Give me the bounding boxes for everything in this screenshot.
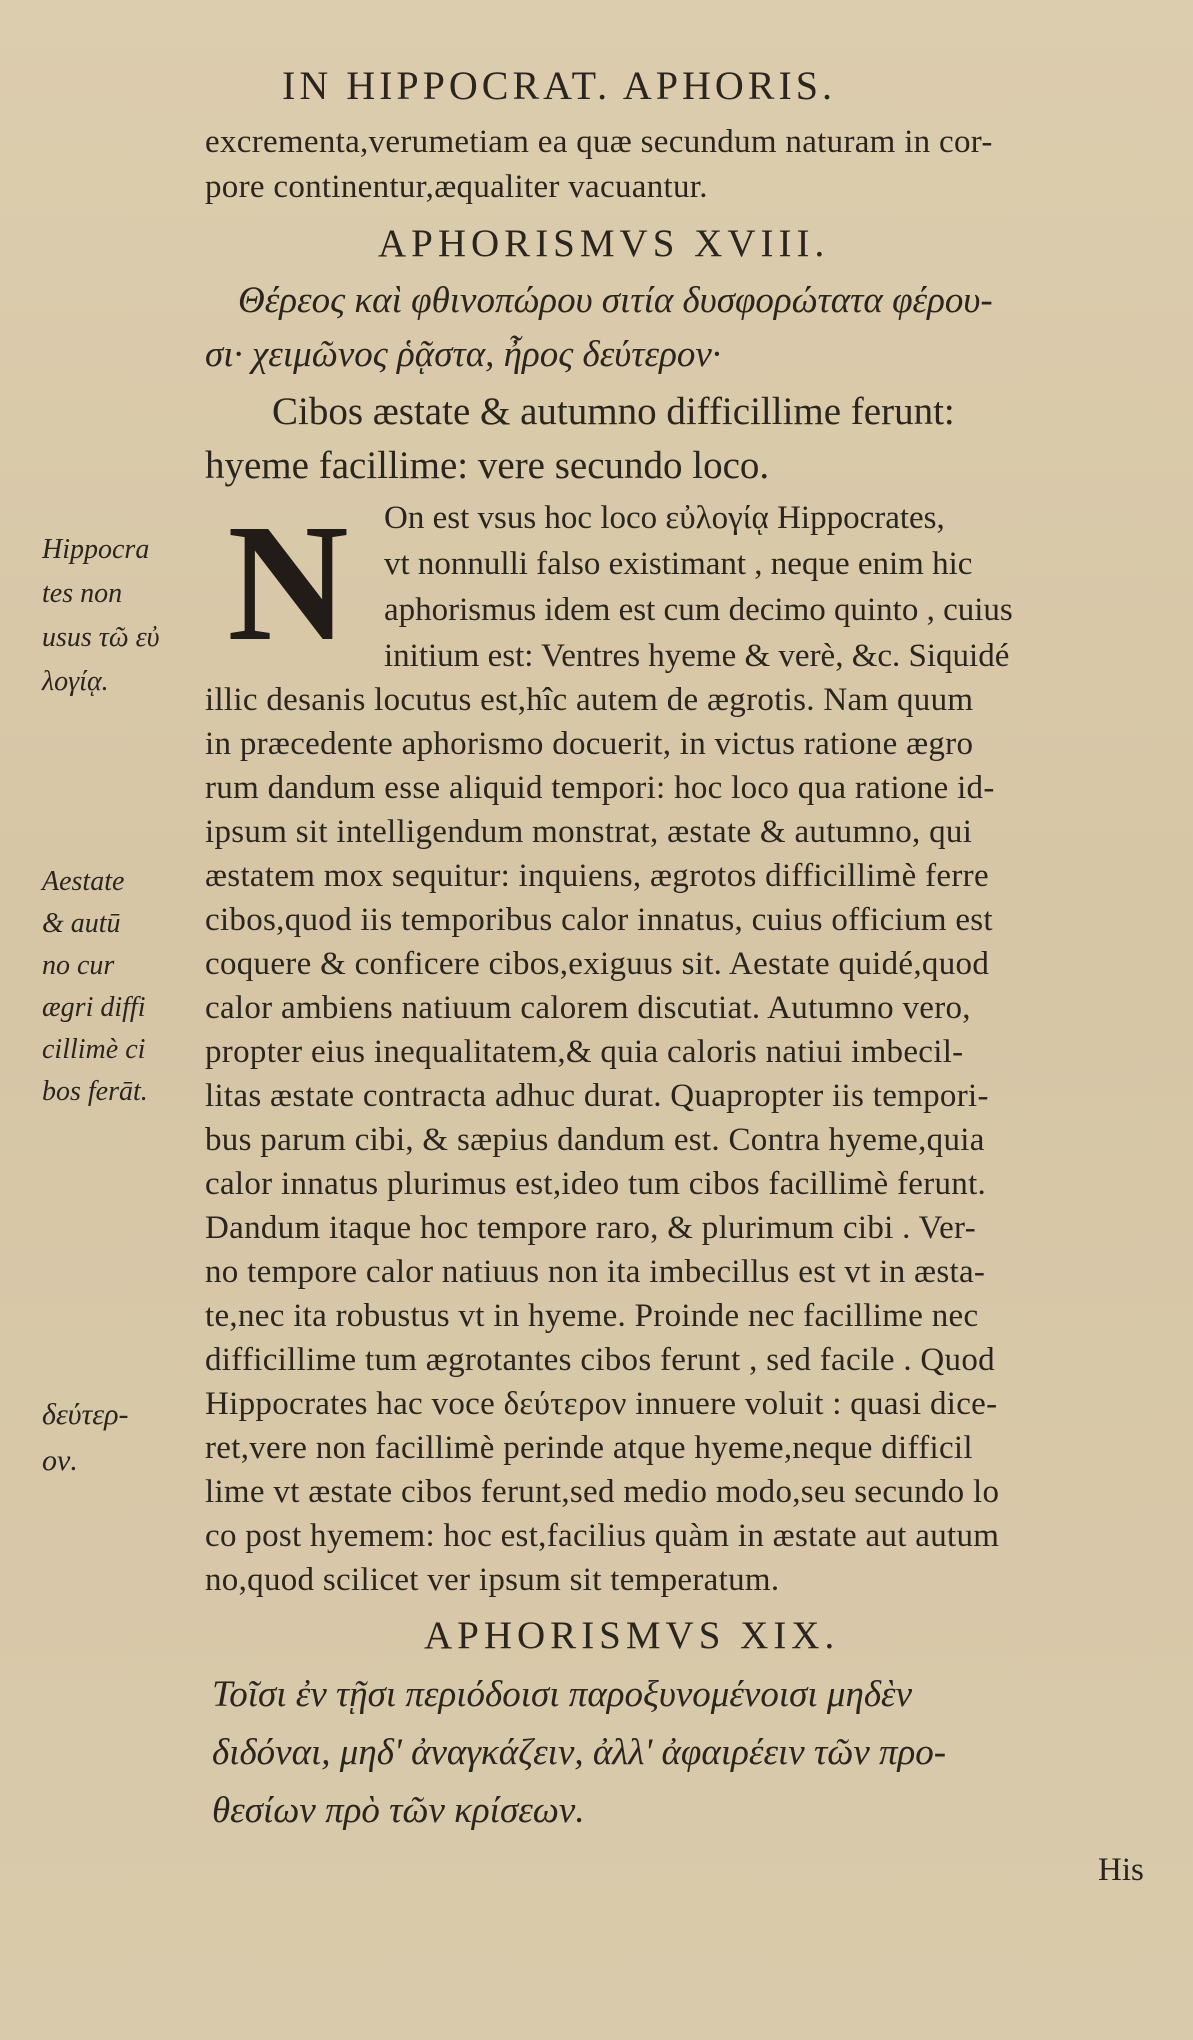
margin-note-1-line-1: Hippocra [42,534,150,565]
aphorism-19-greek-line-2: διδόναι, μηδ' ἀναγκάζειν, ἀλλ' ἀφαιρέειν τῶν προ- [212,1732,947,1773]
margin-note-2-line-3: no cur [42,950,115,981]
margin-note-2-line-4: ægri diffi [42,992,146,1023]
commentary-line-2: vt nonnulli falso existimant , neque enim hic [384,546,973,582]
commentary-line-14: litas æstate contracta adhuc durat. Quapropter iis tempori- [205,1078,989,1114]
commentary-line-7: rum dandum esse aliquid tempori: hoc loco qua ratione id- [205,770,995,806]
aphorism-19-heading: APHORISMVS XIX. [424,1614,840,1657]
commentary-line-13: propter eius inequalitatem,& quia caloris natiui imbecil- [205,1034,964,1070]
drop-cap-n [212,490,364,676]
aphorism-18-greek-line-2: σι· χειμῶνος ῥᾷστα, ἦρος δεύτερον· [205,334,722,375]
commentary-line-3: aphorismus idem est cum decimo quinto , cuius [384,592,1013,628]
margin-note-3-line-1: δεύτερ- [42,1398,129,1431]
commentary-line-11: coquere & conficere cibos,exiguus sit. Aestate quidé,quod [205,946,990,982]
margin-note-1-line-2: tes non [42,578,123,609]
margin-note-1-line-4: λογίᾳ. [42,666,109,697]
margin-note-2-line-1: Aestate [42,866,125,897]
drop-cap-letter: N [227,490,349,676]
commentary-line-12: calor ambiens natiuum calorem discutiat. Autumno vero, [205,990,971,1026]
opening-line-2: pore continentur,æqualiter vacuantur. [205,169,708,205]
commentary-line-19: te,nec ita robustus vt in hyeme. Proinde nec facillime nec [205,1298,979,1334]
aphorism-18-latin-line-2: hyeme facillime: vere secundo loco. [205,444,770,487]
margin-note-2-line-6: bos ferāt. [42,1076,148,1107]
opening-line-1: excrementa,verumetiam ea quæ secundum naturam in cor- [205,124,993,160]
commentary-line-24: co post hyemem: hoc est,facilius quàm in æstate aut autum [205,1518,1000,1554]
aphorism-18-greek-line-1: Θέρεος καὶ φθινοπώρου σιτία δυσφορώτατα φέρου- [238,280,993,321]
commentary-line-15: bus parum cibi, & sæpius dandum est. Contra hyeme,quia [205,1122,985,1158]
commentary-line-1: On est vsus hoc loco εὐλογίᾳ Hippocrates, [384,500,945,536]
commentary-line-10: cibos,quod iis temporibus calor innatus, cuius officium est [205,902,993,938]
commentary-line-20: difficillime tum ægrotantes cibos ferunt , sed facile . Quod [205,1342,995,1378]
aphorism-19-greek-line-1: Τοῖσι ἐν τῇσι περιόδοισι παροξυνομένοισι μηδὲν [212,1674,913,1715]
commentary-line-25: no,quod scilicet ver ipsum sit temperatum. [205,1562,780,1598]
aphorism-19-greek-line-3: θεσίων πρὸ τῶν κρίσεων. [212,1790,585,1831]
commentary-line-17: Dandum itaque hoc tempore raro, & plurimum cibi . Ver- [205,1210,976,1246]
commentary-line-22: ret,vere non facillimè perinde atque hyeme,neque difficil [205,1430,973,1466]
running-head: IN HIPPOCRAT. APHORIS. [282,63,837,108]
commentary-line-21: Hippocrates hac voce δεύτερον innuere voluit : quasi dice- [205,1386,998,1422]
margin-note-1-line-3: usus τῶ εὐ [42,622,160,653]
commentary-line-23: lime vt æstate cibos ferunt,sed medio modo,seu secundo lo [205,1474,1000,1510]
commentary-line-4: initium est: Ventres hyeme & verè, &c. Siquidé [384,638,1010,674]
commentary-line-9: æstatem mox sequitur: inquiens, ægrotos difficillimè ferre [205,858,989,894]
commentary-line-6: in præcedente aphorismo docuerit, in victus ratione ægro [205,726,974,762]
catchword: His [1098,1852,1144,1888]
aphorism-18-heading: APHORISMVS XVIII. [378,222,830,265]
commentary-line-5: illic desanis locutus est,hîc autem de ægrotis. Nam quum [205,682,974,718]
margin-note-2-line-5: cillimè ci [42,1034,146,1065]
margin-note-3-line-2: ον. [42,1444,78,1477]
aphorism-18-latin-line-1: Cibos æstate & autumno difficillime ferunt: [272,390,955,433]
commentary-line-16: calor innatus plurimus est,ideo tum cibos facillimè ferunt. [205,1166,987,1202]
commentary-line-8: ipsum sit intelligendum monstrat, æstate & autumno, qui [205,814,973,850]
margin-note-2-line-2: & autū [42,908,121,939]
commentary-line-18: no tempore calor natiuus non ita imbecillus est vt in æsta- [205,1254,986,1290]
